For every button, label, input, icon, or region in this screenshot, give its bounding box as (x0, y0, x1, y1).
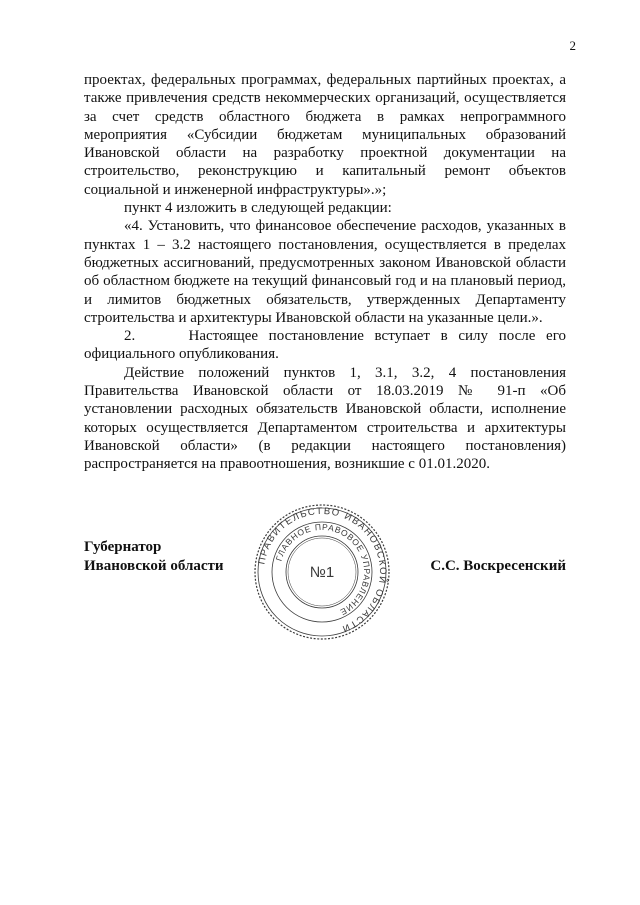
page-number: 2 (569, 38, 576, 53)
paragraph: проектах, федеральных программах, федеральных партийных проектах, а также привлечения средств некоммерческих организаций, осуществляется за счет средств областного бюджета в рамках непрограммного мероприятия «Субсидии бюджетам муниципальных образований Ивановской области на разработку проектной документации на строительство, реконструкцию и капитальный ремонт объектов социальной и инженерной инфраструктуры».»; (84, 72, 566, 198)
document-body (84, 71, 566, 474)
official-seal (252, 502, 392, 642)
paragraph: пункт 4 изложить в следующей редакции: (124, 200, 392, 217)
paragraph: Действие положений пунктов 1, 3.1, 3.2, 4 постановления Правительства Ивановской области от 18.03.2019 № 91-п «Об установлении расходных обязательств Ивановской области, исполнение которых осуществляется Департаментом строительства и архитектуры Ивановской области» (в редакции настоящего постановления) распространяется на правоотношения, возникшие с 01.01.2020. (84, 364, 566, 473)
signer-title-line: Губернатор (84, 539, 162, 555)
signature-block (84, 505, 566, 678)
paragraph: 2. Настоящее постановление вступает в силу после его официального опубликования. (84, 328, 566, 363)
paragraph: «4. Установить, что финансовое обеспечение расходов, указанных в пунктах 1 – 3.2 настоящего постановления, осуществляется в пределах бюджетных ассигнований, предусмотренных законом Ивановской области об областном бюджете на текущий финансовый год и на плановый период, и лимитов бюджетных обязательств, утвержденных Департаменту строительства и архитектуры Ивановской области на указанные цели.». (84, 218, 566, 326)
signer-title (84, 538, 224, 575)
seal-number: №1 (309, 564, 335, 581)
seal-inner-text: ГЛАВНОЕ ПРАВОВОЕ УПРАВЛЕНИЕ (273, 521, 373, 618)
seal-outer-text: ПРАВИТЕЛЬСТВО ИВАНОВСКОЙ ОБЛАСТИ (256, 505, 389, 635)
signer-title-line: Ивановской области (84, 557, 224, 574)
signer-name: С.С. Воскресенский (430, 557, 566, 574)
